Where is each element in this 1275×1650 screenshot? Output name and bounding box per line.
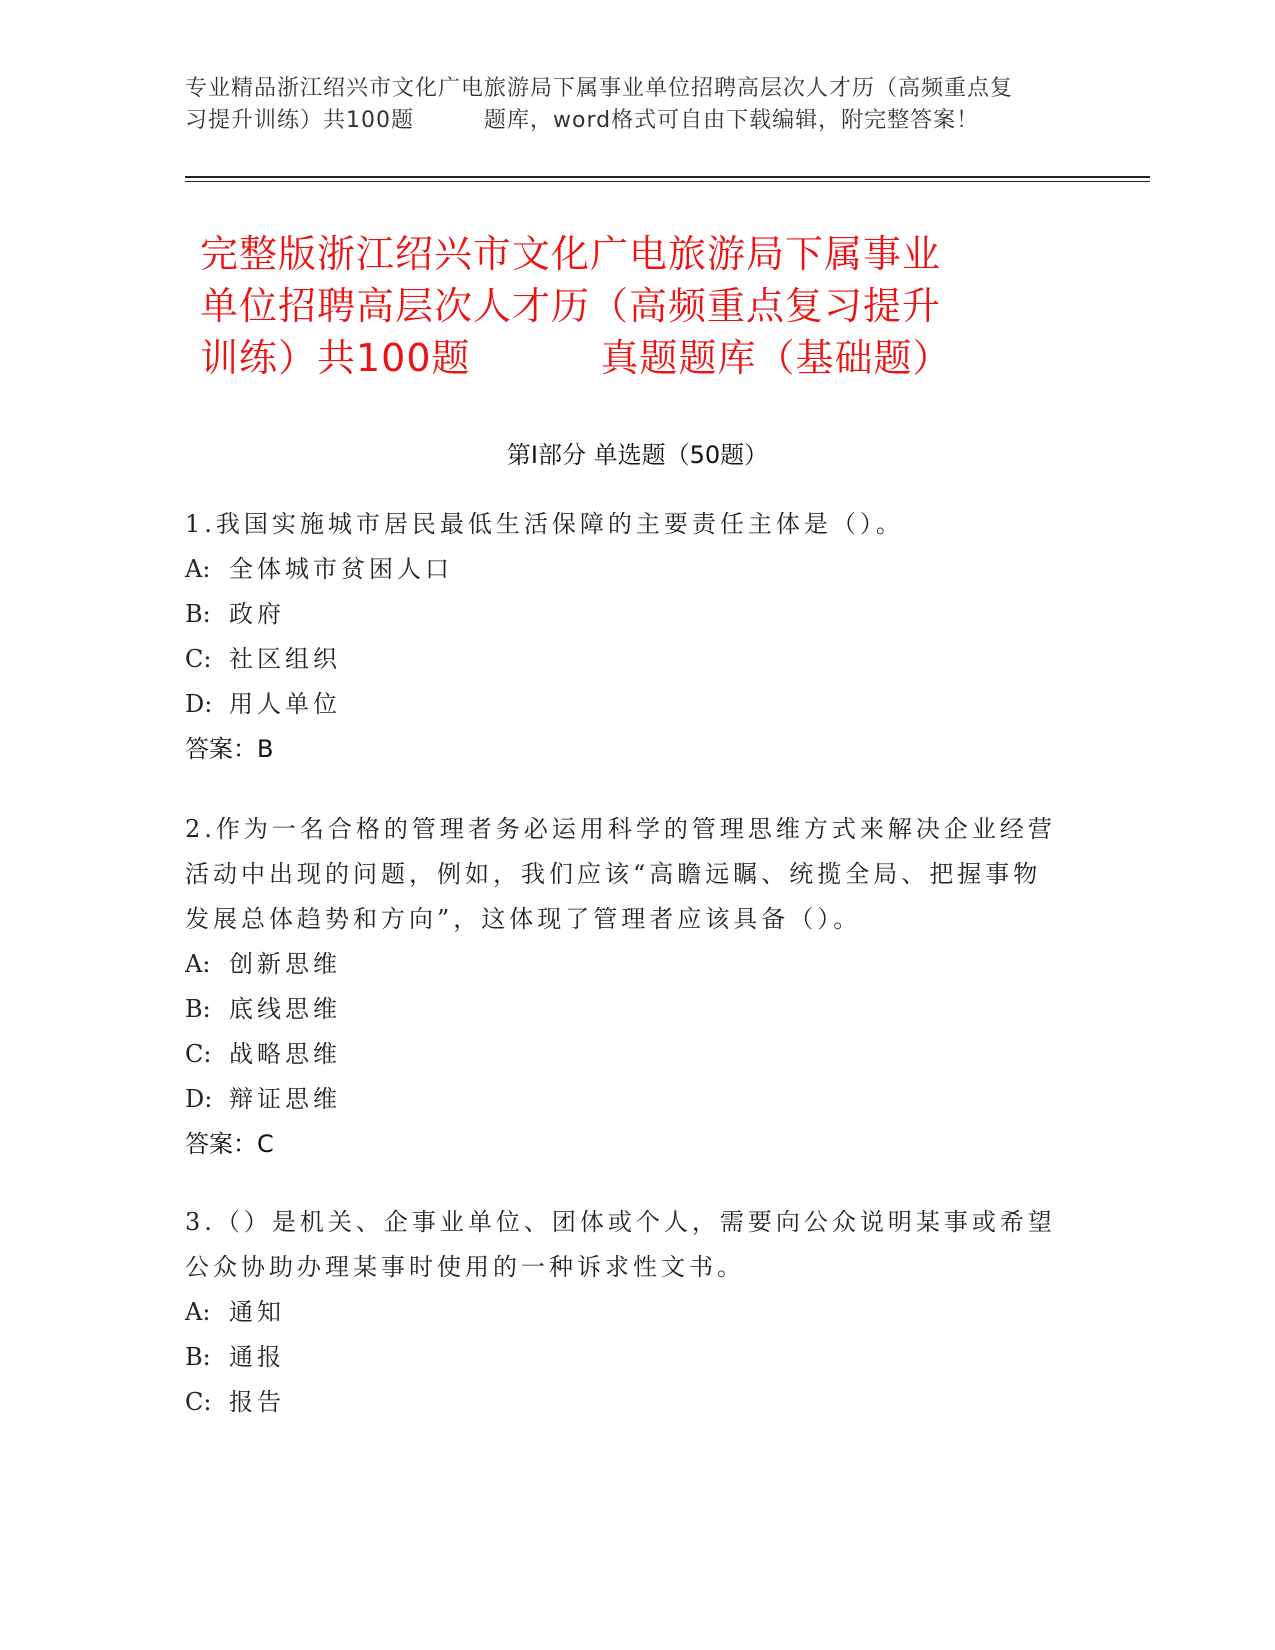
option-letter: B: <box>185 995 211 1023</box>
option-letter: D: <box>185 690 213 718</box>
title-line-2: 单位招聘高层次人才历（高频重点复习提升 <box>200 284 942 328</box>
option-letter: B: <box>185 1343 211 1371</box>
option-letter: C: <box>185 1040 212 1068</box>
header-divider-thin <box>185 181 1150 182</box>
option-a <box>185 547 1065 592</box>
option-text: 用人单位 <box>229 690 341 718</box>
section-title: 第Ⅰ部分 单选题（50题） <box>506 441 769 469</box>
question-1 <box>185 502 1065 772</box>
header-line-2 <box>185 105 1085 137</box>
document-title <box>200 228 1090 384</box>
answer: 答案：C <box>185 1130 274 1158</box>
option-c <box>185 637 1065 682</box>
question-stem: 1.我国实施城市居民最低生活保障的主要责任主体是（）。 <box>185 510 904 538</box>
option-d <box>185 682 1065 727</box>
question-2 <box>185 807 1065 1167</box>
option-b <box>185 987 1065 1032</box>
header-line-1: 专业精品浙江绍兴市文化广电旅游局下属事业单位招聘高层次人才历（高频重点复 <box>185 76 1014 101</box>
option-text: 通报 <box>229 1343 285 1371</box>
option-text: 辩证思维 <box>229 1085 341 1113</box>
option-text: 通知 <box>229 1298 285 1326</box>
question-stem: 2.作为一名合格的管理者务必运用科学的管理思维方式来解决企业经营活动中出现的问题，例如，我们应该“高瞻远瞩、统揽全局、把握事物发展总体趋势和方向”，这体现了管理者应该具备（）。 <box>185 815 1056 933</box>
option-letter: C: <box>185 645 212 673</box>
option-a <box>185 942 1065 987</box>
question-stem: 3.（）是机关、企事业单位、团体或个人，需要向公众说明某事或希望公众协助办理某事时使用的一种诉求性文书。 <box>185 1208 1056 1281</box>
option-text: 社区组织 <box>229 645 341 673</box>
option-letter: B: <box>185 600 211 628</box>
option-letter: A: <box>185 555 211 583</box>
title-line-3-right: 真题题库（基础题） <box>600 336 952 380</box>
header-divider-thick <box>185 176 1150 178</box>
answer: 答案：B <box>185 735 274 763</box>
option-letter: C: <box>185 1388 212 1416</box>
option-d <box>185 1077 1065 1122</box>
title-line-3 <box>200 332 1090 384</box>
option-letter: A: <box>185 1298 211 1326</box>
title-line-3-left: 训练）共100题 <box>200 336 471 380</box>
header-line-2-left: 习提升训练）共100题 <box>185 108 414 133</box>
option-b <box>185 1335 1065 1380</box>
option-text: 战略思维 <box>229 1040 341 1068</box>
option-c <box>185 1380 1065 1425</box>
option-letter: A: <box>185 950 211 978</box>
option-text: 底线思维 <box>229 995 341 1023</box>
option-b <box>185 592 1065 637</box>
option-text: 报告 <box>229 1388 285 1416</box>
option-c <box>185 1032 1065 1077</box>
header-note <box>185 73 1085 137</box>
option-text: 创新思维 <box>229 950 341 978</box>
option-text: 政府 <box>229 600 285 628</box>
header-line-2-right: 题库，word格式可自由下载编辑，附完整答案！ <box>484 108 980 133</box>
option-a <box>185 1290 1065 1335</box>
option-text: 全体城市贫困人口 <box>229 555 453 583</box>
title-line-1: 完整版浙江绍兴市文化广电旅游局下属事业 <box>200 232 942 276</box>
option-letter: D: <box>185 1085 213 1113</box>
question-3 <box>185 1200 1065 1425</box>
